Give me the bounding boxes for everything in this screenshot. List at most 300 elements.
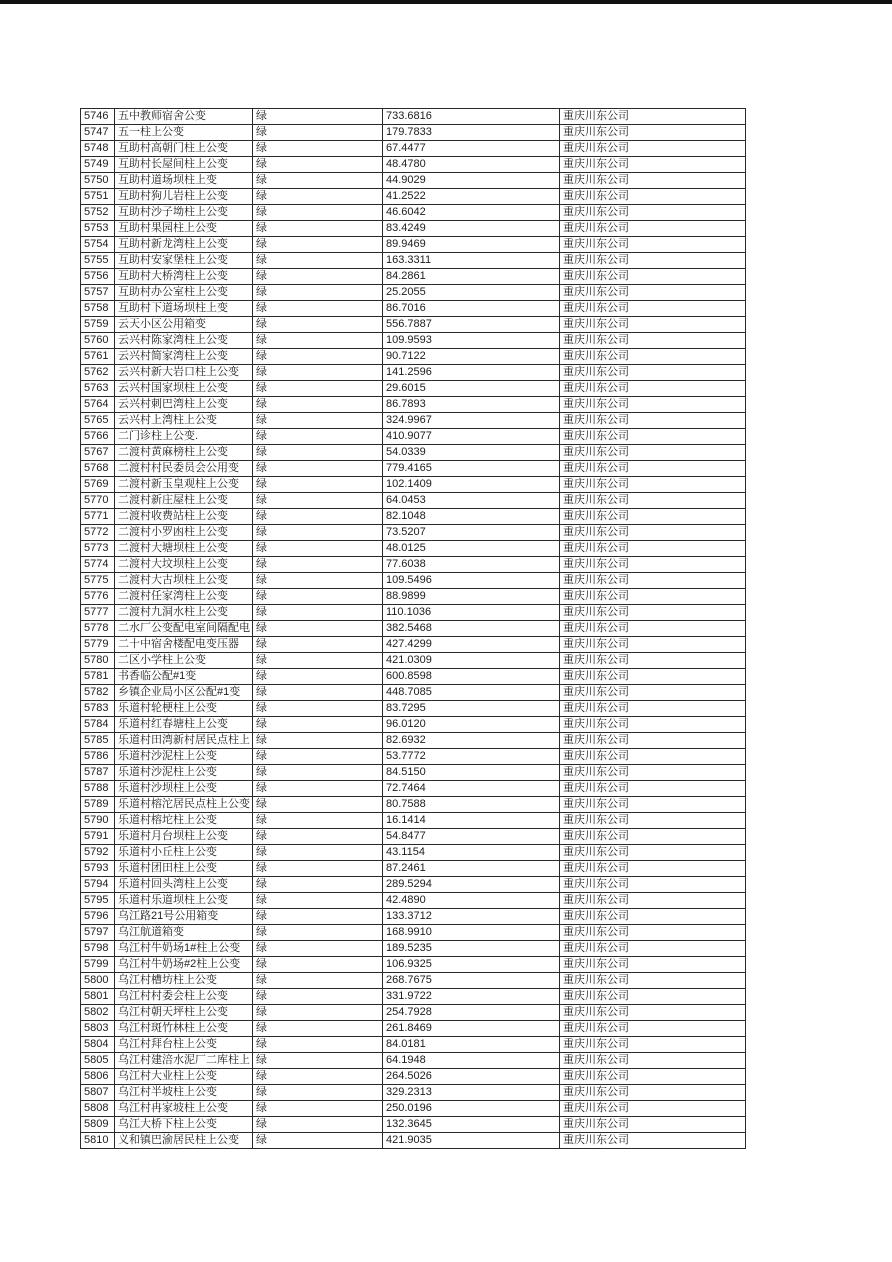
- value-cell: 48.4780: [383, 157, 560, 173]
- company-cell: 重庆川东公司: [560, 173, 746, 189]
- device-name-cell: 乌江村半坡柱上公变: [115, 1085, 253, 1101]
- company-cell: 重庆川东公司: [560, 701, 746, 717]
- table-row: [81, 541, 746, 557]
- status-cell: 绿: [253, 349, 383, 365]
- value-cell: 324.9967: [383, 413, 560, 429]
- device-name-cell: 乌江村拜台柱上公变: [115, 1037, 253, 1053]
- company-cell: 重庆川东公司: [560, 157, 746, 173]
- row-id-cell: 5800: [81, 973, 115, 989]
- device-name-cell: 乐道村回头湾柱上公变: [115, 877, 253, 893]
- row-id-cell: 5760: [81, 333, 115, 349]
- value-cell: 16.1414: [383, 813, 560, 829]
- device-name-cell: 云兴村新大岩口柱上公变: [115, 365, 253, 381]
- table-row: [81, 845, 746, 861]
- value-cell: 733.6816: [383, 109, 560, 125]
- company-cell: 重庆川东公司: [560, 269, 746, 285]
- row-id-cell: 5751: [81, 189, 115, 205]
- row-id-cell: 5769: [81, 477, 115, 493]
- device-name-cell: 乐道村乐道坝柱上公变: [115, 893, 253, 909]
- value-cell: 556.7887: [383, 317, 560, 333]
- company-cell: 重庆川东公司: [560, 525, 746, 541]
- row-id-cell: 5787: [81, 765, 115, 781]
- value-cell: 84.0181: [383, 1037, 560, 1053]
- table-row: [81, 1005, 746, 1021]
- table-row: [81, 941, 746, 957]
- table-row: [81, 1021, 746, 1037]
- value-cell: 254.7928: [383, 1005, 560, 1021]
- row-id-cell: 5790: [81, 813, 115, 829]
- table-row: [81, 397, 746, 413]
- row-id-cell: 5801: [81, 989, 115, 1005]
- table-row: [81, 493, 746, 509]
- device-name-cell: 云兴村简家湾柱上公变: [115, 349, 253, 365]
- row-id-cell: 5798: [81, 941, 115, 957]
- table-row: [81, 621, 746, 637]
- device-name-cell: 二渡村收费站柱上公变: [115, 509, 253, 525]
- status-cell: 绿: [253, 973, 383, 989]
- device-name-cell: 互助村长屋间柱上公变: [115, 157, 253, 173]
- value-cell: 264.5026: [383, 1069, 560, 1085]
- value-cell: 44.9029: [383, 173, 560, 189]
- table-row: [81, 1053, 746, 1069]
- row-id-cell: 5747: [81, 125, 115, 141]
- value-cell: 102.1409: [383, 477, 560, 493]
- device-name-cell: 乌江路21号公用箱变: [115, 909, 253, 925]
- table-row: [81, 157, 746, 173]
- device-name-cell: 云兴村上湾柱上公变: [115, 413, 253, 429]
- value-cell: 132.3645: [383, 1117, 560, 1133]
- device-name-cell: 乐道村沙泥柱上公变: [115, 749, 253, 765]
- status-cell: 绿: [253, 621, 383, 637]
- company-cell: 重庆川东公司: [560, 381, 746, 397]
- status-cell: 绿: [253, 1085, 383, 1101]
- table-row: [81, 877, 746, 893]
- value-cell: 261.8469: [383, 1021, 560, 1037]
- row-id-cell: 5783: [81, 701, 115, 717]
- company-cell: 重庆川东公司: [560, 861, 746, 877]
- value-cell: 109.5496: [383, 573, 560, 589]
- row-id-cell: 5770: [81, 493, 115, 509]
- value-cell: 25.2055: [383, 285, 560, 301]
- table-row: [81, 141, 746, 157]
- device-table-body: [81, 109, 746, 1149]
- row-id-cell: 5773: [81, 541, 115, 557]
- row-id-cell: 5754: [81, 237, 115, 253]
- table-row: [81, 237, 746, 253]
- device-name-cell: 二渡村大塘坝柱上公变: [115, 541, 253, 557]
- status-cell: 绿: [253, 301, 383, 317]
- value-cell: 189.5235: [383, 941, 560, 957]
- company-cell: 重庆川东公司: [560, 1005, 746, 1021]
- row-id-cell: 5775: [81, 573, 115, 589]
- device-name-cell: 二渡村黄麻榜柱上公变: [115, 445, 253, 461]
- company-cell: 重庆川东公司: [560, 333, 746, 349]
- company-cell: 重庆川东公司: [560, 1069, 746, 1085]
- device-name-cell: 云天小区公用箱变: [115, 317, 253, 333]
- company-cell: 重庆川东公司: [560, 253, 746, 269]
- value-cell: 82.6932: [383, 733, 560, 749]
- status-cell: 绿: [253, 157, 383, 173]
- device-name-cell: 互助村下道场坝柱上变: [115, 301, 253, 317]
- status-cell: 绿: [253, 733, 383, 749]
- status-cell: 绿: [253, 1053, 383, 1069]
- value-cell: 421.0309: [383, 653, 560, 669]
- table-row: [81, 781, 746, 797]
- value-cell: 46.6042: [383, 205, 560, 221]
- table-row: [81, 413, 746, 429]
- device-name-cell: 二渡村大坟坝柱上公变: [115, 557, 253, 573]
- company-cell: 重庆川东公司: [560, 285, 746, 301]
- status-cell: 绿: [253, 701, 383, 717]
- device-name-cell: 乌江村冉家坡柱上公变: [115, 1101, 253, 1117]
- status-cell: 绿: [253, 637, 383, 653]
- value-cell: 89.9469: [383, 237, 560, 253]
- status-cell: 绿: [253, 221, 383, 237]
- value-cell: 83.4249: [383, 221, 560, 237]
- value-cell: 72.7464: [383, 781, 560, 797]
- table-row: [81, 669, 746, 685]
- table-row: [81, 1101, 746, 1117]
- value-cell: 448.7085: [383, 685, 560, 701]
- status-cell: 绿: [253, 365, 383, 381]
- device-name-cell: 二门诊柱上公变.: [115, 429, 253, 445]
- company-cell: 重庆川东公司: [560, 461, 746, 477]
- device-name-cell: 乐道村小丘柱上公变: [115, 845, 253, 861]
- company-cell: 重庆川东公司: [560, 829, 746, 845]
- table-row: [81, 829, 746, 845]
- status-cell: 绿: [253, 397, 383, 413]
- status-cell: 绿: [253, 317, 383, 333]
- table-row: [81, 301, 746, 317]
- value-cell: 133.3712: [383, 909, 560, 925]
- company-cell: 重庆川东公司: [560, 653, 746, 669]
- table-row: [81, 285, 746, 301]
- value-cell: 779.4165: [383, 461, 560, 477]
- company-cell: 重庆川东公司: [560, 205, 746, 221]
- table-row: [81, 189, 746, 205]
- table-row: [81, 333, 746, 349]
- row-id-cell: 5799: [81, 957, 115, 973]
- table-row: [81, 1133, 746, 1149]
- value-cell: 80.7588: [383, 797, 560, 813]
- status-cell: 绿: [253, 749, 383, 765]
- device-name-cell: 乌江村大业柱上公变: [115, 1069, 253, 1085]
- status-cell: 绿: [253, 669, 383, 685]
- status-cell: 绿: [253, 125, 383, 141]
- status-cell: 绿: [253, 573, 383, 589]
- device-name-cell: 云兴村刺巴湾柱上公变: [115, 397, 253, 413]
- status-cell: 绿: [253, 541, 383, 557]
- company-cell: 重庆川东公司: [560, 493, 746, 509]
- row-id-cell: 5765: [81, 413, 115, 429]
- company-cell: 重庆川东公司: [560, 685, 746, 701]
- value-cell: 600.8598: [383, 669, 560, 685]
- row-id-cell: 5768: [81, 461, 115, 477]
- status-cell: 绿: [253, 333, 383, 349]
- device-name-cell: 五中教师宿舍公变: [115, 109, 253, 125]
- status-cell: 绿: [253, 189, 383, 205]
- status-cell: 绿: [253, 829, 383, 845]
- row-id-cell: 5794: [81, 877, 115, 893]
- row-id-cell: 5803: [81, 1021, 115, 1037]
- status-cell: 绿: [253, 205, 383, 221]
- company-cell: 重庆川东公司: [560, 557, 746, 573]
- device-name-cell: 互助村高朝门柱上公变: [115, 141, 253, 157]
- company-cell: 重庆川东公司: [560, 797, 746, 813]
- table-row: [81, 205, 746, 221]
- company-cell: 重庆川东公司: [560, 973, 746, 989]
- value-cell: 179.7833: [383, 125, 560, 141]
- table-row: [81, 125, 746, 141]
- company-cell: 重庆川东公司: [560, 221, 746, 237]
- status-cell: 绿: [253, 605, 383, 621]
- row-id-cell: 5757: [81, 285, 115, 301]
- row-id-cell: 5786: [81, 749, 115, 765]
- table-row: [81, 797, 746, 813]
- device-name-cell: 二渡村九洞水柱上公变: [115, 605, 253, 621]
- device-name-cell: 乐道村月台坝柱上公变: [115, 829, 253, 845]
- device-name-cell: 乌江村村委会柱上公变: [115, 989, 253, 1005]
- status-cell: 绿: [253, 845, 383, 861]
- status-cell: 绿: [253, 861, 383, 877]
- status-cell: 绿: [253, 765, 383, 781]
- table-row: [81, 861, 746, 877]
- device-name-cell: 乡镇企业局小区公配#1变: [115, 685, 253, 701]
- row-id-cell: 5809: [81, 1117, 115, 1133]
- company-cell: 重庆川东公司: [560, 1117, 746, 1133]
- value-cell: 41.2522: [383, 189, 560, 205]
- status-cell: 绿: [253, 1005, 383, 1021]
- status-cell: 绿: [253, 269, 383, 285]
- table-row: [81, 637, 746, 653]
- table-row: [81, 1037, 746, 1053]
- row-id-cell: 5762: [81, 365, 115, 381]
- row-id-cell: 5779: [81, 637, 115, 653]
- device-name-cell: 互助村安家堡柱上公变: [115, 253, 253, 269]
- status-cell: 绿: [253, 557, 383, 573]
- device-name-cell: 二十中宿舍楼配电变压器: [115, 637, 253, 653]
- company-cell: 重庆川东公司: [560, 1133, 746, 1149]
- company-cell: 重庆川东公司: [560, 989, 746, 1005]
- row-id-cell: 5788: [81, 781, 115, 797]
- status-cell: 绿: [253, 253, 383, 269]
- table-row: [81, 909, 746, 925]
- value-cell: 42.4890: [383, 893, 560, 909]
- table-row: [81, 269, 746, 285]
- status-cell: 绿: [253, 1133, 383, 1149]
- row-id-cell: 5764: [81, 397, 115, 413]
- table-row: [81, 1117, 746, 1133]
- row-id-cell: 5778: [81, 621, 115, 637]
- status-cell: 绿: [253, 989, 383, 1005]
- table-row: [81, 989, 746, 1005]
- status-cell: 绿: [253, 413, 383, 429]
- company-cell: 重庆川东公司: [560, 1053, 746, 1069]
- value-cell: 43.1154: [383, 845, 560, 861]
- status-cell: 绿: [253, 445, 383, 461]
- device-name-cell: 乌江村建涪水泥厂二库柱上: [115, 1053, 253, 1069]
- company-cell: 重庆川东公司: [560, 637, 746, 653]
- row-id-cell: 5756: [81, 269, 115, 285]
- row-id-cell: 5772: [81, 525, 115, 541]
- row-id-cell: 5804: [81, 1037, 115, 1053]
- company-cell: 重庆川东公司: [560, 845, 746, 861]
- value-cell: 86.7893: [383, 397, 560, 413]
- row-id-cell: 5771: [81, 509, 115, 525]
- row-id-cell: 5752: [81, 205, 115, 221]
- company-cell: 重庆川东公司: [560, 733, 746, 749]
- status-cell: 绿: [253, 909, 383, 925]
- status-cell: 绿: [253, 109, 383, 125]
- company-cell: 重庆川东公司: [560, 621, 746, 637]
- device-name-cell: 互助村沙子坳柱上公变: [115, 205, 253, 221]
- company-cell: 重庆川东公司: [560, 429, 746, 445]
- status-cell: 绿: [253, 525, 383, 541]
- status-cell: 绿: [253, 797, 383, 813]
- table-row: [81, 717, 746, 733]
- row-id-cell: 5792: [81, 845, 115, 861]
- row-id-cell: 5761: [81, 349, 115, 365]
- table-row: [81, 653, 746, 669]
- table-row: [81, 509, 746, 525]
- table-row: [81, 813, 746, 829]
- device-name-cell: 乌江村槽坊柱上公变: [115, 973, 253, 989]
- table-row: [81, 1085, 746, 1101]
- device-name-cell: 乐道村沙坝柱上公变: [115, 781, 253, 797]
- device-name-cell: 乐道村沙泥柱上公变: [115, 765, 253, 781]
- value-cell: 109.9593: [383, 333, 560, 349]
- table-row: [81, 573, 746, 589]
- table-row: [81, 461, 746, 477]
- row-id-cell: 5753: [81, 221, 115, 237]
- device-name-cell: 乌江大桥下柱上公变: [115, 1117, 253, 1133]
- row-id-cell: 5763: [81, 381, 115, 397]
- company-cell: 重庆川东公司: [560, 397, 746, 413]
- table-row: [81, 317, 746, 333]
- company-cell: 重庆川东公司: [560, 605, 746, 621]
- value-cell: 382.5468: [383, 621, 560, 637]
- status-cell: 绿: [253, 477, 383, 493]
- status-cell: 绿: [253, 877, 383, 893]
- device-name-cell: 二渡村任家湾柱上公变: [115, 589, 253, 605]
- company-cell: 重庆川东公司: [560, 877, 746, 893]
- table-row: [81, 445, 746, 461]
- device-name-cell: 互助村道场坝柱上变: [115, 173, 253, 189]
- row-id-cell: 5780: [81, 653, 115, 669]
- row-id-cell: 5748: [81, 141, 115, 157]
- device-name-cell: 乌江村牛奶场#2柱上公变: [115, 957, 253, 973]
- company-cell: 重庆川东公司: [560, 413, 746, 429]
- value-cell: 329.2313: [383, 1085, 560, 1101]
- table-row: [81, 973, 746, 989]
- row-id-cell: 5776: [81, 589, 115, 605]
- device-name-cell: 互助村大桥湾柱上公变: [115, 269, 253, 285]
- device-name-cell: 互助村新龙湾柱上公变: [115, 237, 253, 253]
- row-id-cell: 5774: [81, 557, 115, 573]
- value-cell: 82.1048: [383, 509, 560, 525]
- table-row: [81, 589, 746, 605]
- value-cell: 87.2461: [383, 861, 560, 877]
- status-cell: 绿: [253, 1101, 383, 1117]
- table-row: [81, 349, 746, 365]
- table-row: [81, 477, 746, 493]
- value-cell: 84.5150: [383, 765, 560, 781]
- row-id-cell: 5750: [81, 173, 115, 189]
- device-name-cell: 乐道村轮梗柱上公变: [115, 701, 253, 717]
- device-name-cell: 云兴村国家坝柱上公变: [115, 381, 253, 397]
- status-cell: 绿: [253, 173, 383, 189]
- table-row: [81, 893, 746, 909]
- device-name-cell: 二渡村新庄屋柱上公变: [115, 493, 253, 509]
- status-cell: 绿: [253, 1117, 383, 1133]
- status-cell: 绿: [253, 509, 383, 525]
- value-cell: 84.2861: [383, 269, 560, 285]
- value-cell: 106.9325: [383, 957, 560, 973]
- status-cell: 绿: [253, 781, 383, 797]
- table-row: [81, 957, 746, 973]
- device-name-cell: 乐道村榕坨柱上公变: [115, 813, 253, 829]
- value-cell: 163.3311: [383, 253, 560, 269]
- company-cell: 重庆川东公司: [560, 445, 746, 461]
- device-name-cell: 二水厂公变配电室间隔配电: [115, 621, 253, 637]
- table-row: [81, 253, 746, 269]
- table-row: [81, 685, 746, 701]
- value-cell: 421.9035: [383, 1133, 560, 1149]
- company-cell: 重庆川东公司: [560, 941, 746, 957]
- row-id-cell: 5766: [81, 429, 115, 445]
- status-cell: 绿: [253, 461, 383, 477]
- table-row: [81, 429, 746, 445]
- table-row: [81, 525, 746, 541]
- value-cell: 168.9910: [383, 925, 560, 941]
- company-cell: 重庆川东公司: [560, 125, 746, 141]
- row-id-cell: 5791: [81, 829, 115, 845]
- table-row: [81, 173, 746, 189]
- company-cell: 重庆川东公司: [560, 237, 746, 253]
- table-row: [81, 1069, 746, 1085]
- company-cell: 重庆川东公司: [560, 1085, 746, 1101]
- company-cell: 重庆川东公司: [560, 925, 746, 941]
- company-cell: 重庆川东公司: [560, 317, 746, 333]
- company-cell: 重庆川东公司: [560, 365, 746, 381]
- company-cell: 重庆川东公司: [560, 893, 746, 909]
- device-name-cell: 乐道村红春塘柱上公变: [115, 717, 253, 733]
- company-cell: 重庆川东公司: [560, 781, 746, 797]
- device-name-cell: 互助村狗儿岩柱上公变: [115, 189, 253, 205]
- row-id-cell: 5808: [81, 1101, 115, 1117]
- device-name-cell: 乐道村田湾新村居民点柱上: [115, 733, 253, 749]
- device-name-cell: 二区小学柱上公变: [115, 653, 253, 669]
- value-cell: 73.5207: [383, 525, 560, 541]
- company-cell: 重庆川东公司: [560, 589, 746, 605]
- status-cell: 绿: [253, 941, 383, 957]
- table-row: [81, 765, 746, 781]
- device-name-cell: 二渡村新玉皇观柱上公变: [115, 477, 253, 493]
- company-cell: 重庆川东公司: [560, 957, 746, 973]
- value-cell: 427.4299: [383, 637, 560, 653]
- company-cell: 重庆川东公司: [560, 573, 746, 589]
- status-cell: 绿: [253, 925, 383, 941]
- status-cell: 绿: [253, 429, 383, 445]
- value-cell: 64.1948: [383, 1053, 560, 1069]
- row-id-cell: 5746: [81, 109, 115, 125]
- value-cell: 83.7295: [383, 701, 560, 717]
- value-cell: 268.7675: [383, 973, 560, 989]
- value-cell: 331.9722: [383, 989, 560, 1005]
- company-cell: 重庆川东公司: [560, 189, 746, 205]
- row-id-cell: 5789: [81, 797, 115, 813]
- device-name-cell: 义和镇巴渝居民柱上公变: [115, 1133, 253, 1149]
